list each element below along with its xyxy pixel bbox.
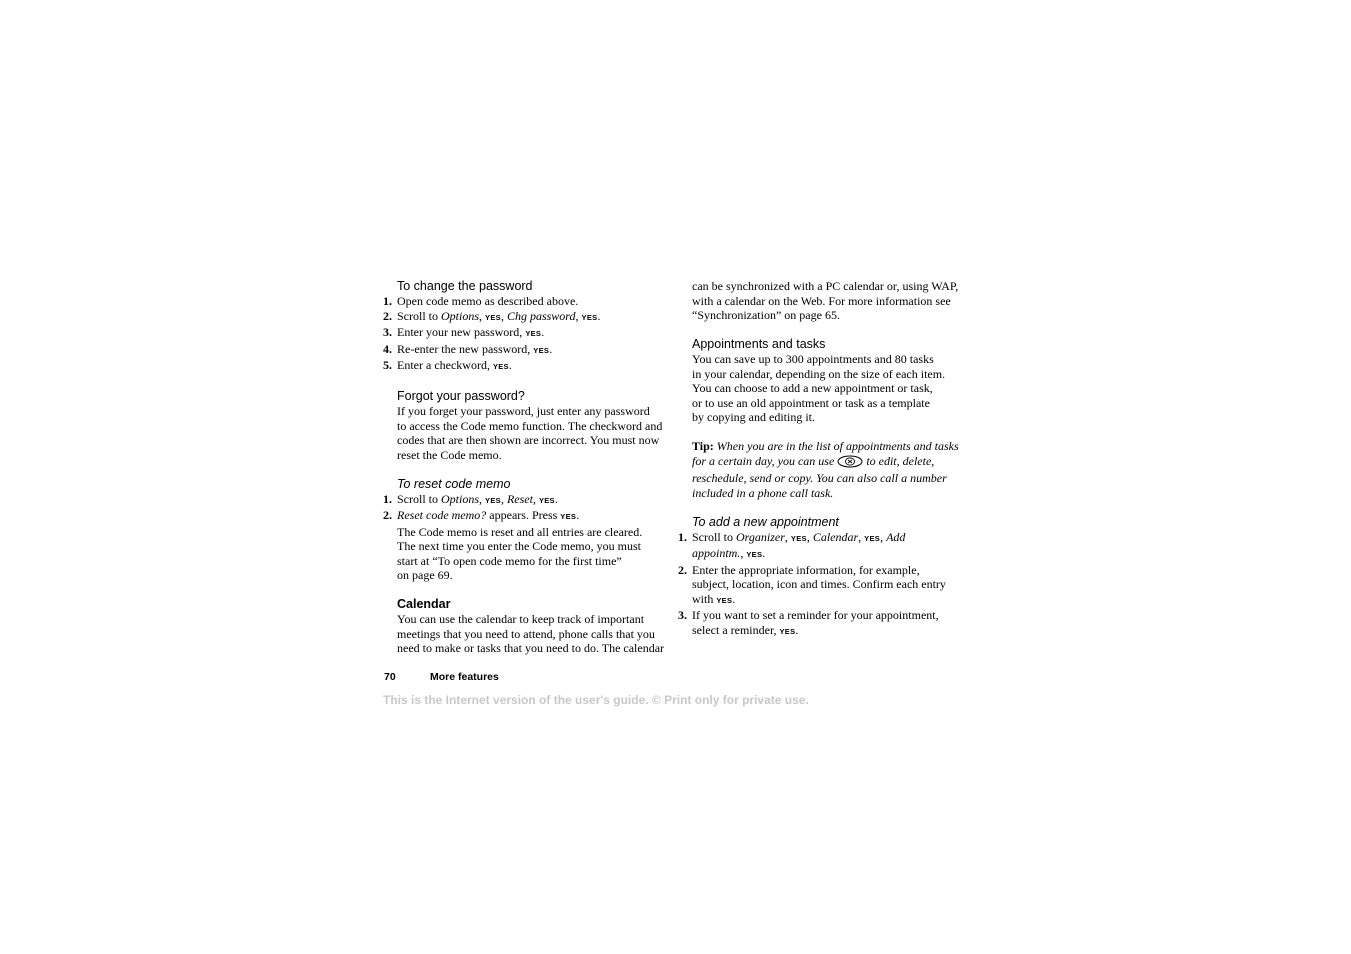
- page-footer: [384, 671, 499, 683]
- page-number: 70: [384, 671, 396, 683]
- yes-key: YES: [533, 345, 550, 355]
- change-password-step-1: 1. Open code memo as described above.: [383, 294, 579, 308]
- reset-step-1: 1. Scroll to Options, YES, Reset, YES.: [383, 491, 558, 506]
- change-password-step-2: 2. Scroll to Options, YES, Chg password, YES.: [383, 308, 601, 323]
- heading-reset-code-memo: To reset code memo: [397, 476, 511, 491]
- right-column: [678, 279, 992, 639]
- change-password-step-5: 5. Enter a checkword, YES.: [383, 358, 512, 372]
- yes-key: YES: [581, 312, 598, 322]
- calendar-text: You can use the calendar to keep track of important meetings that you need to attend, phone calls that you need to make or tasks that you need to do. The calendar: [397, 612, 665, 655]
- heading-change-password: To change the password: [397, 279, 533, 293]
- yes-key: YES: [779, 626, 796, 636]
- navigation-key-icon: [837, 455, 863, 472]
- yes-key: YES: [560, 512, 577, 521]
- reset-step-2: 2. Reset code memo? appears. Press YES. The Code memo is reset and all entries are cleared. The next time you enter the Code memo, you must start at “To open code memo for the first time” on page 69.: [383, 508, 643, 582]
- heading-forgot-password: Forgot your password?: [397, 389, 525, 403]
- heading-calendar: Calendar: [397, 597, 451, 611]
- yes-key: YES: [864, 533, 881, 543]
- yes-key: YES: [485, 495, 501, 505]
- appointments-text: You can save up to 300 appointments and 80 tasks in your calendar, depending on the size of each item. You can choose to add a new appointment or task, or to use an old appointment or task as a template by copying and editing it.: [692, 352, 946, 424]
- change-password-step-3: 3. Enter your new password, YES.: [383, 325, 545, 339]
- yes-key: YES: [485, 312, 501, 322]
- yes-key: YES: [538, 495, 555, 505]
- left-column: [383, 279, 683, 656]
- forgot-password-text: If you forget your password, just enter any password to access the Code memo function. The checkword and codes that are then shown are incorrect. You must now reset the Code memo.: [397, 404, 663, 462]
- heading-appointments-tasks: Appointments and tasks: [692, 337, 826, 351]
- yes-key: YES: [716, 595, 733, 605]
- calendar-text-continued: can be synchronized with a PC calendar or, using WAP, with a calendar on the Web. For more information see “Synchronization” on page 65.: [692, 279, 959, 322]
- add-appointment-step-1: 1. Scroll to Organizer, YES, Calendar, YES, Add appointm., YES.: [678, 529, 906, 560]
- yes-key: YES: [746, 550, 763, 559]
- tip-box: Tip: When you are in the list of appointments and tasks for a certain day, you can use to edit, delete, reschedule, send or copy. You can also call a number included in a phone call task.: [692, 439, 959, 500]
- change-password-step-4: 4. Re-enter the new password, YES.: [383, 341, 553, 356]
- internet-version-notice: This is the Internet version of the user's guide. © Print only for private use.: [383, 693, 809, 707]
- yes-key: YES: [790, 533, 807, 543]
- tip-label: Tip:: [692, 439, 714, 453]
- heading-add-appointment: To add a new appointment: [692, 514, 839, 529]
- yes-key: YES: [525, 329, 542, 338]
- section-title: More features: [430, 671, 499, 683]
- add-appointment-step-2: 2. Enter the appropriate information, for example, subject, location, icon and times. Confirm each entry with YES.: [678, 562, 946, 606]
- yes-key: YES: [492, 362, 509, 371]
- add-appointment-step-3: 3. If you want to set a reminder for your appointment, select a reminder, YES.: [678, 608, 939, 637]
